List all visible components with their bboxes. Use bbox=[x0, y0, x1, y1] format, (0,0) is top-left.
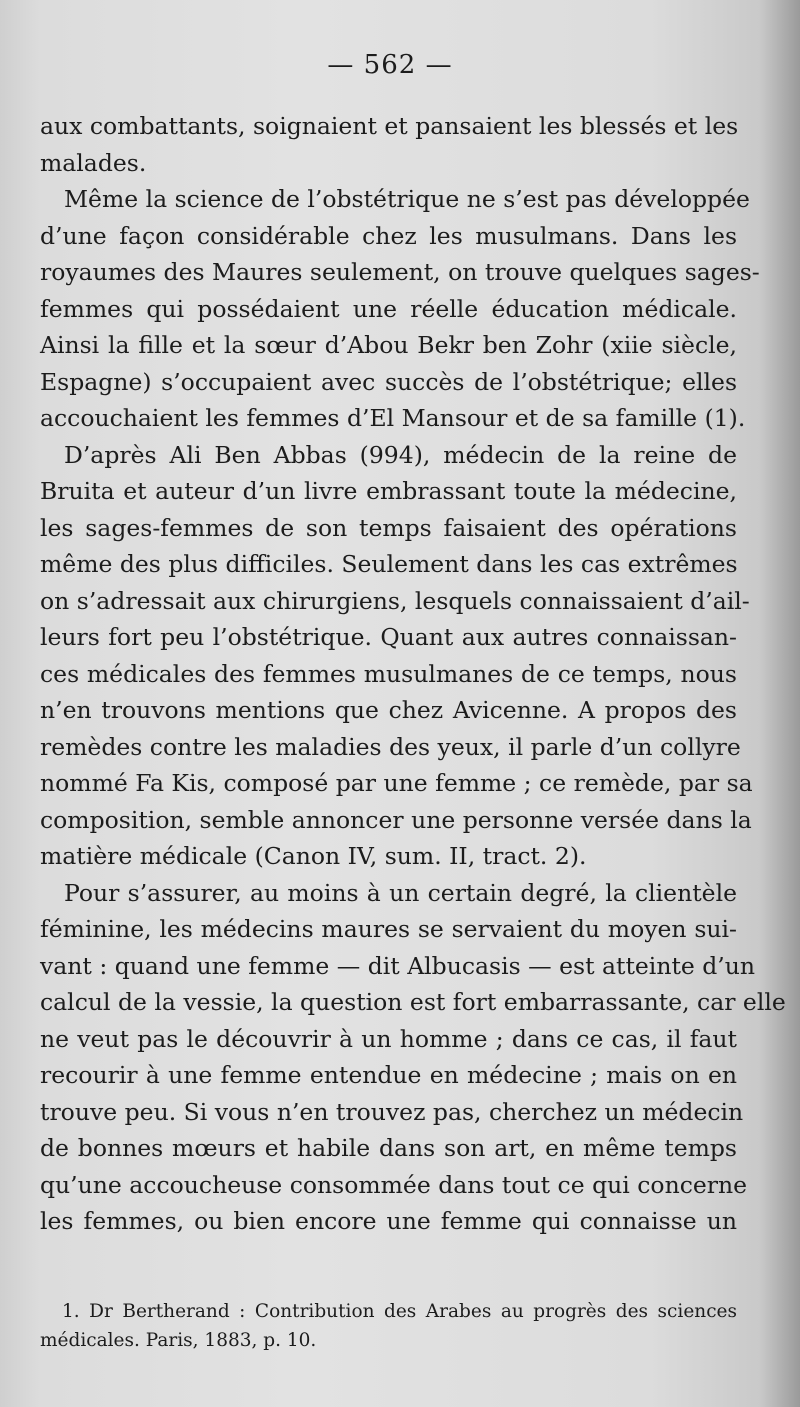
page-number: — 562 — bbox=[327, 50, 453, 80]
text-line: les femmes, ou bien encore une femme qui connaisse un bbox=[40, 1207, 737, 1235]
text-line: qu’une accoucheuse consommée dans tout ce qui concerne bbox=[40, 1170, 748, 1199]
text-line: remèdes contre les maladies des yeux, il parle d’un collyre bbox=[40, 732, 741, 761]
text-line: composition, semble annoncer une personne versée dans la bbox=[40, 805, 752, 834]
text-line: n’en trouvons mentions que chez Avicenne. A propos des bbox=[40, 696, 737, 724]
text-line: ces médicales des femmes musulmanes de ce temps, nous bbox=[40, 659, 737, 688]
text-line: trouve peu. Si vous n’en trouvez pas, cherchez un médecin bbox=[40, 1097, 744, 1126]
text-line: femmes qui possédaient une réelle éducation médicale. bbox=[40, 294, 737, 323]
text-line: Même la science de l’obstétrique ne s’est pas développée bbox=[64, 185, 750, 213]
footnote-line: médicales. Paris, 1883, p. 10. bbox=[40, 1330, 317, 1351]
text-line: D’après Ali Ben Abbas (994), médecin de la reine de bbox=[64, 440, 737, 469]
text-line: même des plus difficiles. Seulement dans les cas extrêmes bbox=[40, 550, 738, 578]
text-line: nommé Fa Kis, composé par une femme ; ce remède, par sa bbox=[40, 769, 753, 797]
text-line: vant : quand une femme — dit Albucasis — est atteinte d’un bbox=[40, 951, 756, 980]
text-line: leurs fort peu l’obstétrique. Quant aux autres connaissan- bbox=[40, 623, 737, 651]
text-line: calcul de la vessie, la question est fort embarrassante, car elle bbox=[40, 988, 786, 1016]
text-line: ne veut pas le découvrir à un homme ; dans ce cas, il faut bbox=[40, 1024, 737, 1053]
body-text bbox=[40, 108, 786, 1240]
text-line: d’une façon considérable chez les musulmans. Dans les bbox=[40, 221, 737, 250]
text-line: matière médicale (Canon IV, sum. II, tract. 2). bbox=[40, 842, 587, 870]
text-line: accouchaient les femmes d’El Mansour et de sa famille (1). bbox=[40, 404, 746, 432]
text-line: Ainsi la fille et la sœur d’Abou Bekr ben Zohr (xiie siècle, bbox=[40, 331, 737, 359]
text-line: aux combattants, soignaient et pansaient les blessés et les bbox=[40, 112, 739, 140]
text-line: Bruita et auteur d’un livre embrassant toute la médecine, bbox=[40, 477, 737, 505]
text-line: féminine, les médecins maures se servaient du moyen sui- bbox=[40, 915, 737, 943]
text-line: on s’adressait aux chirurgiens, lesquels connaissaient d’ail- bbox=[40, 586, 750, 615]
text-line: recourir à une femme entendue en médecine ; mais on en bbox=[40, 1061, 737, 1089]
text-line: malades. bbox=[40, 148, 147, 177]
text-line: Espagne) s’occupaient avec succès de l’obstétrique; elles bbox=[40, 367, 737, 396]
text-line: Pour s’assurer, au moins à un certain degré, la clientèle bbox=[64, 878, 737, 907]
footnotes bbox=[40, 1297, 737, 1355]
footnote-line: 1. Dr Bertherand : Contribution des Arabes au progrès des sciences bbox=[62, 1301, 737, 1322]
text-line: royaumes des Maures seulement, on trouve quelques sages- bbox=[40, 258, 760, 286]
text-line: de bonnes mœurs et habile dans son art, en même temps bbox=[40, 1134, 737, 1162]
text-line: les sages-femmes de son temps faisaient des opérations bbox=[40, 513, 737, 542]
